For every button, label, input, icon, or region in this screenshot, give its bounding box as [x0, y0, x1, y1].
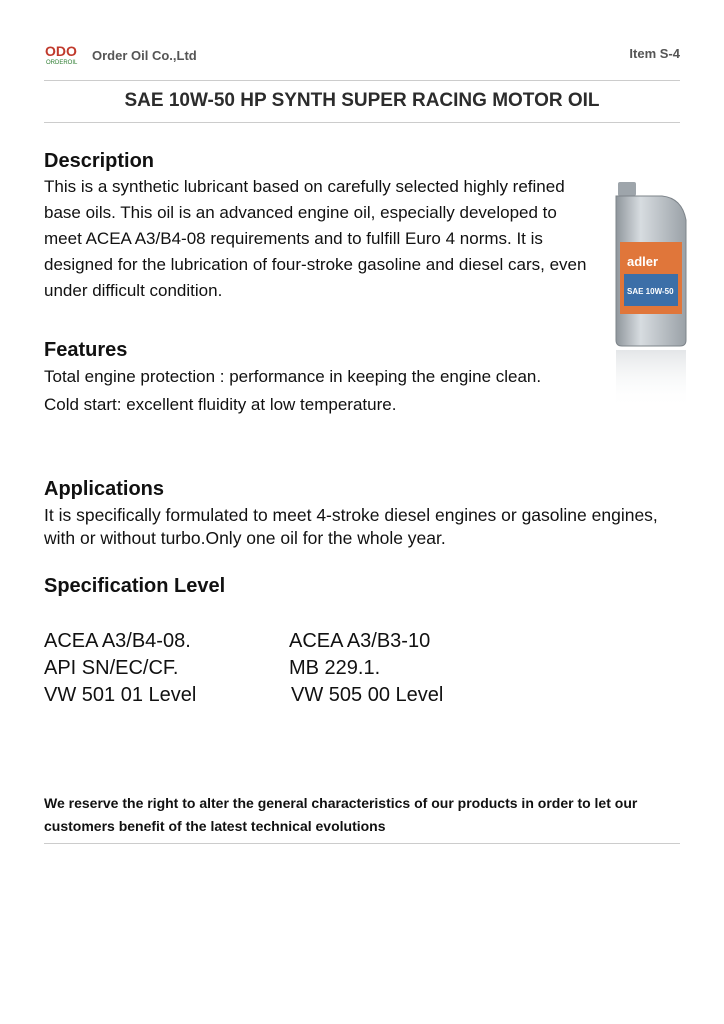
- logo-subtext: ORDEROIL: [46, 60, 78, 66]
- item-code: Item S-4: [629, 46, 680, 61]
- spec-left-1: ACEA A3/B4-08.: [44, 630, 191, 652]
- feature-item: Total engine protection : performance in keeping the engine clean.: [44, 367, 542, 386]
- description-body: This is a synthetic lubricant based on carefully selected highly refined base oils. This oil is an advanced engine oil, especially developed to meet ACEA A3/B4-08 requirements and to fulfill Euro 4 norms. It is designed for the lubrication of four-stroke gasoline and diesel cars, even under difficult condition.: [44, 177, 587, 300]
- bottle-panel-label: SAE 10W-50: [627, 287, 674, 296]
- footer-note: [44, 792, 680, 844]
- feature-item: Cold start: excellent fluidity at low temperature.: [44, 395, 397, 414]
- features-body: [44, 363, 574, 419]
- spec-right-3: VW 505 00 Level: [291, 684, 444, 706]
- spec-right-2: MB 229.1.: [289, 657, 381, 679]
- page-header: [44, 40, 680, 81]
- product-bottle-image: [612, 180, 692, 410]
- description-heading: Description: [44, 150, 155, 172]
- spec-left-2: API SN/EC/CF.: [44, 657, 179, 679]
- bottle-brand-label: adler: [627, 254, 659, 269]
- company-logo-icon: [44, 42, 84, 68]
- bottle-cap-icon: [618, 182, 636, 196]
- company-name: Order Oil Co.,Ltd: [92, 48, 197, 63]
- page-title: SAE 10W-50 HP SYNTH SUPER RACING MOTOR OIL: [124, 90, 600, 111]
- applications-heading: Applications: [44, 478, 165, 500]
- features-heading: Features: [44, 339, 128, 361]
- applications-body: It is specifically formulated to meet 4-stroke diesel engines or gasoline engines, with or without turbo.Only one oil for the whole year.: [44, 505, 658, 548]
- specification-heading: Specification Level: [44, 575, 226, 597]
- footer-note-text: We reserve the right to alter the general characteristics of our products in order to let our customers benefit of the latest technical evolutions: [44, 795, 638, 834]
- spec-right-1: ACEA A3/B3-10: [289, 630, 431, 652]
- spec-left-3: VW 501 01 Level: [44, 684, 197, 706]
- title-bar: [44, 80, 680, 123]
- logo-text: ODO: [45, 43, 77, 59]
